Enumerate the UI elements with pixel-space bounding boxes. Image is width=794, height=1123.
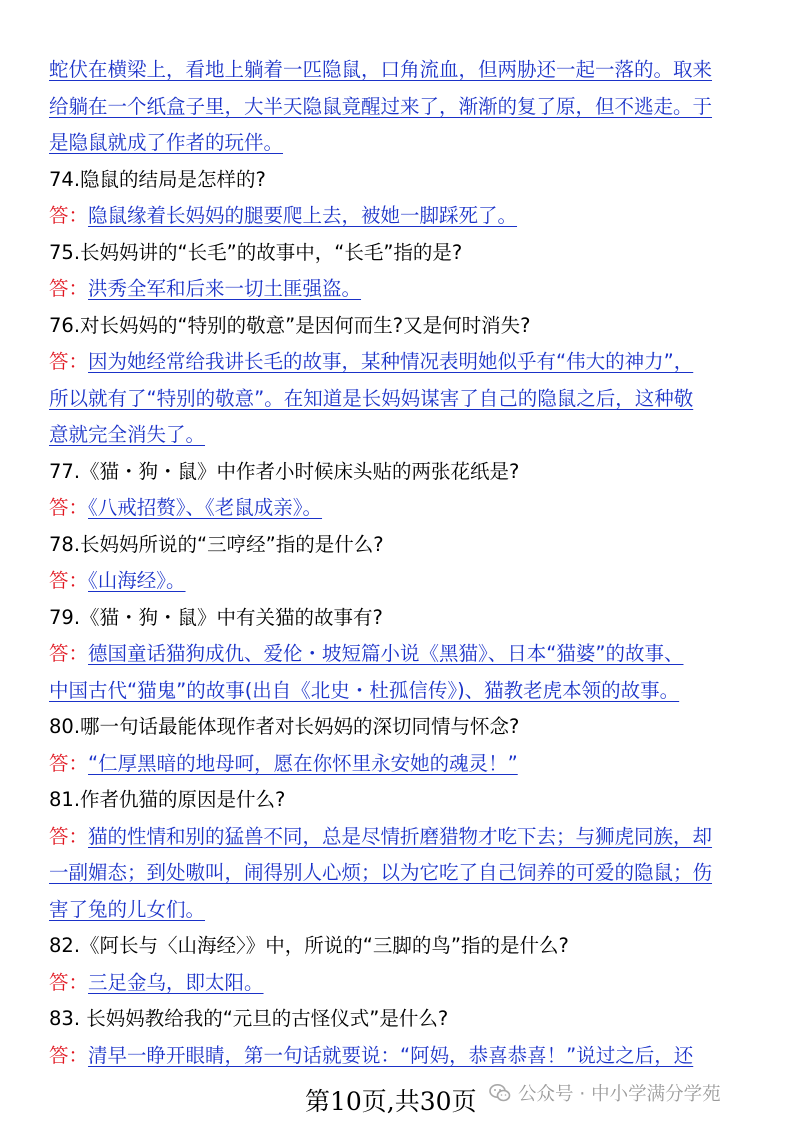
answer-text: 三足金乌，即太阳。 [88, 970, 264, 994]
answer-text: 德国童话猫狗成仇、爱伦・坡短篇小说《黑猫》、日本“猫婆”的故事、 [88, 642, 684, 665]
text-line [49, 746, 741, 783]
question-text: 77.《猫・狗・鼠》中作者小时候床头贴的两张花纸是? [49, 459, 520, 483]
watermark-text: 公众号 · 中小学满分学苑 [518, 1084, 721, 1105]
answer-text: 是隐鼠就成了作者的玩伴。 [49, 131, 284, 154]
answer-text: 蛇伏在横梁上，看地上躺着一匹隐鼠，口角流血，但两胁还一起一落的。取来 [49, 58, 713, 81]
answer-text: 《八戒招赘》、《老鼠成亲》。 [88, 496, 323, 519]
text-line [49, 563, 741, 600]
watermark [488, 1080, 721, 1106]
answer-text: 洪秀全军和后来一切土匪强盗。 [88, 277, 362, 300]
text-line [49, 125, 741, 162]
answer-text: 给躺在一个纸盒子里，大半天隐鼠竟醒过来了，渐渐的复了原，但不逃走。于 [49, 94, 713, 118]
text-line [49, 52, 741, 89]
answer-label: 答： [49, 277, 89, 300]
text-line [49, 198, 741, 235]
answer-label: 答： [49, 824, 89, 848]
text-line [49, 162, 741, 199]
text-line [49, 636, 741, 673]
text-line [49, 928, 741, 965]
answer-label: 答： [49, 350, 89, 373]
answer-text: 猫的性情和别的猛兽不同，总是尽情折磨猎物才吃下去；与狮虎同族，却 [88, 824, 713, 848]
text-line [49, 344, 741, 381]
text-line [49, 782, 741, 819]
question-text: 75.长妈妈讲的“长毛”的故事中，“长毛”指的是? [49, 240, 463, 264]
answer-text: 所以就有了“特别的敬意”。在知道是长妈妈谋害了自己的隐鼠之后，这种敬 [49, 386, 694, 410]
text-line [49, 892, 741, 929]
answer-text: 因为她经常给我讲长毛的故事，某种情况表明她似乎有“伟大的神力”， [88, 350, 694, 373]
text-line [49, 600, 741, 637]
text-line [49, 673, 741, 710]
text-line [49, 965, 741, 1002]
text-line [49, 381, 741, 418]
text-line [49, 308, 741, 345]
answer-text: 中国古代“猫鬼”的故事(出自《北史・杜孤信传》)、猫教老虎本领的故事。 [49, 678, 680, 702]
question-text: 80.哪一句话最能体现作者对长妈妈的深切同情与怀念? [49, 715, 520, 738]
text-line [49, 490, 741, 527]
question-text: 83. 长妈妈教给我的“元旦的古怪仪式”是什么? [49, 1007, 449, 1030]
text-line [49, 527, 741, 564]
wechat-icon [488, 1081, 512, 1105]
question-text: 78.长妈妈所说的“三哼经”指的是什么? [49, 532, 384, 556]
answer-text: “仁厚黑暗的地母呵，愿在你怀里永安她的魂灵！” [88, 751, 518, 775]
question-text: 81.作者仇猫的原因是什么? [49, 788, 286, 811]
text-line [49, 417, 741, 454]
text-line [49, 855, 741, 892]
question-text: 79.《猫・狗・鼠》中有关猫的故事有? [49, 605, 383, 629]
answer-label: 答： [49, 751, 89, 775]
question-text: 76.对长妈妈的“特别的敬意”是因何而生?又是何时消失? [49, 313, 531, 337]
answer-text: 隐鼠缘着长妈妈的腿要爬上去，被她一脚踩死了。 [88, 204, 518, 227]
answer-label: 答： [49, 1043, 89, 1067]
text-line [49, 1001, 741, 1038]
document-body [49, 52, 741, 1074]
answer-label: 答： [49, 496, 89, 519]
text-line [49, 709, 741, 746]
question-text: 74.隐鼠的结局是怎样的? [49, 167, 266, 191]
page-number: 第10页,共30页 [305, 1087, 477, 1116]
question-text: 82.《阿长与〈山海经〉》中，所说的“三脚的鸟”指的是什么? [49, 934, 569, 957]
page-footer [0, 1076, 794, 1120]
answer-text: 意就完全消失了。 [49, 423, 206, 446]
answer-text: 清早一睁开眼睛，第一句话就要说：“阿妈，恭喜恭喜！”说过之后，还 [88, 1043, 694, 1067]
text-line [49, 235, 741, 272]
answer-text: 一副媚态；到处嗷叫，闹得别人心烦；以为它吃了自己饲养的可爱的隐鼠；伤 [49, 861, 713, 884]
text-line [49, 1038, 741, 1075]
answer-label: 答： [49, 642, 89, 665]
text-line [49, 271, 741, 308]
answer-label: 答： [49, 569, 89, 592]
text-line [49, 454, 741, 491]
answer-label: 答： [49, 204, 89, 227]
answer-text: 《山海经》。 [88, 569, 186, 592]
answer-label: 答： [49, 970, 89, 994]
text-line [49, 89, 741, 126]
text-line [49, 819, 741, 856]
answer-text: 害了兔的儿女们。 [49, 897, 206, 921]
